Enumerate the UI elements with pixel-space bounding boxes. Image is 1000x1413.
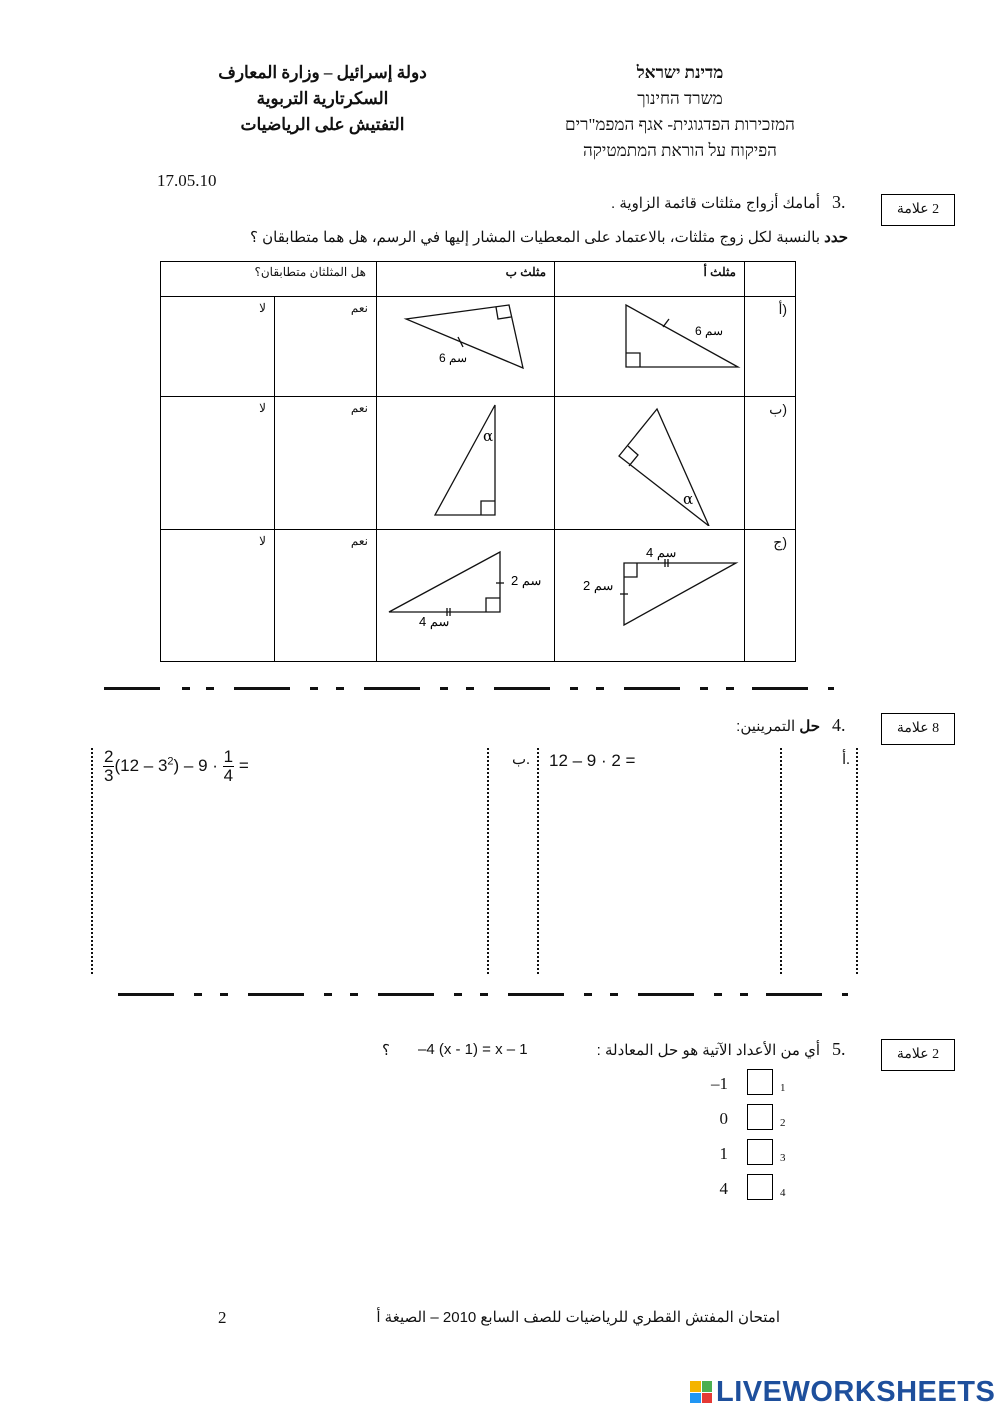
option-number: 2 <box>780 1117 786 1129</box>
answer-no-cell[interactable] <box>161 397 275 530</box>
header-label <box>745 262 796 297</box>
triangle-b-cell <box>377 297 555 397</box>
table-row <box>161 397 796 530</box>
row-label: ب) <box>769 401 787 417</box>
liveworksheets-logo-icon <box>690 1381 712 1403</box>
triangle-a-c-figure <box>555 530 744 658</box>
column-divider <box>856 748 858 974</box>
footer-text: امتحان المفتش القطري للرياضيات للصف السابع 2010 – الصيغة أ <box>376 1309 780 1326</box>
answer-yes-cell[interactable] <box>275 397 377 530</box>
option-value: 1 <box>719 1144 728 1163</box>
side-label: 4 سم <box>419 614 450 629</box>
triangle-a-b-figure <box>555 397 744 526</box>
q4-number: 4. <box>832 715 846 735</box>
arabic-header-line: التفتيش على الرياضيات <box>240 115 405 134</box>
answer-yes-cell[interactable] <box>275 530 377 662</box>
side-label: 2 سم <box>511 573 542 588</box>
column-divider <box>487 748 489 974</box>
q5-question-mark: ؟ <box>382 1042 390 1059</box>
q4-score-box: 8 علامة <box>881 713 955 745</box>
hebrew-header-line: הפיקוח על הוראת המתמטיקה <box>583 141 777 160</box>
angle-label: α <box>683 490 694 508</box>
brand-logo[interactable] <box>690 1375 995 1409</box>
hebrew-header-line: המזכירות הפדגוגית- אגף המפמ"רים <box>565 115 795 134</box>
expr-part: ) – 9 · <box>173 755 218 775</box>
row-label-cell <box>745 530 796 662</box>
table-row <box>161 297 796 397</box>
q4-title <box>736 717 820 735</box>
page-number: 2 <box>218 1308 227 1327</box>
header-triangle-b-text: مثلث ب <box>505 265 546 279</box>
triangle-b-c-figure <box>377 530 554 658</box>
arabic-header <box>190 60 455 138</box>
q4-title-bold: حل <box>799 718 820 735</box>
column-divider <box>91 748 93 974</box>
q5-question: أي من الأعداد الآتية هو حل المعادلة : <box>596 1042 820 1059</box>
option-checkbox[interactable] <box>747 1069 773 1095</box>
denominator: 4 <box>223 766 234 785</box>
triangle-b-cell <box>377 530 555 662</box>
denominator: 3 <box>104 766 114 785</box>
table-row <box>161 530 796 662</box>
yes-label: نعم <box>350 301 368 315</box>
option-number: 1 <box>780 1082 786 1094</box>
row-label: أ) <box>778 301 787 317</box>
answer-no-cell[interactable] <box>161 530 275 662</box>
side-label: 4 سم <box>646 545 677 560</box>
date: 17.05.10 <box>157 171 217 190</box>
triangle-a-cell <box>555 297 745 397</box>
option-number: 4 <box>780 1187 786 1199</box>
part-a-expression: 12 – 9 · 2 = <box>549 751 636 770</box>
answer-yes-cell[interactable] <box>275 297 377 397</box>
q5-score-box: 2 علامة <box>881 1039 955 1071</box>
exponent: 2 <box>167 755 174 768</box>
option-checkbox[interactable] <box>747 1174 773 1200</box>
q3-instruction-bold: حدد <box>824 229 848 246</box>
fraction <box>223 748 234 785</box>
arabic-header-line: السكرتارية التربوية <box>256 89 389 108</box>
row-label-cell <box>745 297 796 397</box>
part-b-label: ب. <box>512 752 530 768</box>
option-value: –1 <box>711 1074 728 1093</box>
side-label: 6 سم <box>695 324 724 338</box>
q3-score-box: 2 علامة <box>881 194 955 226</box>
expr-part: (12 – 3 <box>114 755 168 775</box>
angle-label: α <box>483 427 494 445</box>
header-congruent <box>161 262 377 297</box>
triangle-a-cell <box>555 530 745 662</box>
triangle-b-b-figure <box>377 397 554 526</box>
no-label: لا <box>259 534 266 548</box>
column-divider <box>780 748 782 974</box>
part-b-expression[interactable] <box>103 748 249 785</box>
triangle-b-cell <box>377 397 555 530</box>
row-label-cell <box>745 397 796 530</box>
no-label: لا <box>259 401 266 415</box>
triangle-a-cell <box>555 397 745 530</box>
q3-instruction <box>250 228 848 246</box>
arabic-header-line: دولة إسرائيل – وزارة المعارف <box>218 63 427 82</box>
q4-title-text: التمرينين: <box>736 718 800 735</box>
q5-equation: –4 (x - 1) = x – 1 <box>418 1041 528 1058</box>
q3-title: أمامك أزواج مثلثات قائمة الزاوية . <box>611 195 820 212</box>
header-triangle-a-text: مثلث أ <box>703 265 736 279</box>
fraction <box>103 748 114 785</box>
column-divider <box>537 748 539 974</box>
option-value: 0 <box>719 1109 728 1128</box>
numerator: 1 <box>223 747 234 766</box>
triangle-a-a-figure <box>555 297 744 393</box>
numerator: 2 <box>104 747 114 766</box>
hebrew-header-line: משרד החינוך <box>637 89 723 108</box>
header-triangle-b <box>377 262 555 297</box>
brand-name: LIVEWORKSHEETS <box>716 1375 996 1408</box>
header-triangle-a <box>555 262 745 297</box>
part-a-label: أ. <box>842 752 850 768</box>
option-value: 4 <box>719 1179 728 1198</box>
q3-number: 3. <box>832 192 846 212</box>
option-number: 3 <box>780 1152 786 1164</box>
option-checkbox[interactable] <box>747 1139 773 1165</box>
option-checkbox[interactable] <box>747 1104 773 1130</box>
row-label: ج) <box>773 534 787 550</box>
hebrew-header <box>520 60 840 164</box>
no-label: لا <box>259 301 266 315</box>
header-congruent-text: هل المثلثان متطابقان؟ <box>254 265 366 279</box>
side-label: 2 سم <box>583 578 614 593</box>
answer-no-cell[interactable] <box>161 297 275 397</box>
q3-table <box>160 261 796 662</box>
q3-instruction-text: بالنسبة لكل زوج مثلثات، بالاعتماد على المعطيات المشار إليها في الرسم، هل هما متطابقان ؟ <box>250 229 825 246</box>
hebrew-header-line: מדינת ישראל <box>636 63 724 82</box>
q5-number: 5. <box>832 1039 846 1059</box>
side-label: 6 سم <box>439 351 468 365</box>
yes-label: نعم <box>350 401 368 415</box>
triangle-b-a-figure <box>377 297 554 393</box>
yes-label: نعم <box>350 534 368 548</box>
expr-part: = <box>238 755 249 775</box>
